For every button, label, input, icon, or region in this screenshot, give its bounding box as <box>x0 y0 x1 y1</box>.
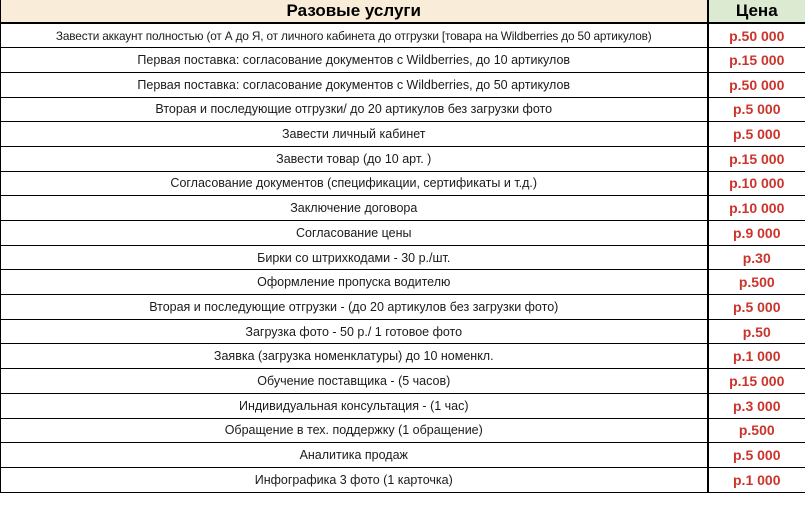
table-row <box>1 72 805 97</box>
service-cell: Инфографика 3 фото (1 карточка) <box>1 467 708 492</box>
price-cell: р.50 000 <box>708 72 805 97</box>
table-row <box>1 369 805 394</box>
price-cell: р.15 000 <box>708 369 805 394</box>
table-row <box>1 418 805 443</box>
price-cell: р.50 000 <box>708 23 805 48</box>
table-row <box>1 443 805 468</box>
service-cell: Завести личный кабинет <box>1 122 708 147</box>
price-cell: р.9 000 <box>708 221 805 246</box>
service-cell: Первая поставка: согласование документов с Wildberries, до 50 артикулов <box>1 72 708 97</box>
service-cell: Оформление пропуска водителю <box>1 270 708 295</box>
service-cell: Аналитика продаж <box>1 443 708 468</box>
price-cell: р.3 000 <box>708 393 805 418</box>
price-cell: р.10 000 <box>708 171 805 196</box>
service-cell: Бирки со штрихкодами - 30 р./шт. <box>1 245 708 270</box>
table-body <box>1 23 805 492</box>
service-cell: Первая поставка: согласование документов с Wildberries, до 10 артикулов <box>1 48 708 73</box>
table-row <box>1 393 805 418</box>
service-cell: Заявка (загрузка номенклатуры) до 10 номенкл. <box>1 344 708 369</box>
price-cell: р.5 000 <box>708 295 805 320</box>
service-cell: Загрузка фото - 50 р./ 1 готовое фото <box>1 319 708 344</box>
service-cell: Заключение договора <box>1 196 708 221</box>
price-header: Цена <box>708 0 805 23</box>
price-cell: р.500 <box>708 418 805 443</box>
table-row <box>1 344 805 369</box>
service-cell: Согласование документов (спецификации, сертификаты и т.д.) <box>1 171 708 196</box>
table-row <box>1 171 805 196</box>
table-header <box>1 0 805 23</box>
table-row <box>1 23 805 48</box>
price-cell: р.10 000 <box>708 196 805 221</box>
table-row <box>1 295 805 320</box>
price-cell: р.1 000 <box>708 467 805 492</box>
table-row <box>1 146 805 171</box>
service-cell: Согласование цены <box>1 221 708 246</box>
table-row <box>1 319 805 344</box>
price-cell: р.15 000 <box>708 48 805 73</box>
table-row <box>1 270 805 295</box>
header-row <box>1 0 805 23</box>
service-cell: Обращение в тех. поддержку (1 обращение) <box>1 418 708 443</box>
price-cell: р.1 000 <box>708 344 805 369</box>
service-cell: Обучение поставщика - (5 часов) <box>1 369 708 394</box>
service-cell: Завести аккаунт полностью (от А до Я, от личного кабинета до отгрузки [товара на Wildberries до 50 артикулов) <box>1 23 708 48</box>
services-header: Разовые услуги <box>1 0 708 23</box>
price-cell: р.5 000 <box>708 443 805 468</box>
table-row <box>1 97 805 122</box>
service-cell: Вторая и последующие отгрузки - (до 20 артикулов без загрузки фото) <box>1 295 708 320</box>
table-row <box>1 221 805 246</box>
table-row <box>1 48 805 73</box>
table-row <box>1 245 805 270</box>
price-cell: р.50 <box>708 319 805 344</box>
table-row <box>1 196 805 221</box>
price-cell: р.5 000 <box>708 97 805 122</box>
table-row <box>1 122 805 147</box>
price-cell: р.5 000 <box>708 122 805 147</box>
service-cell: Индивидуальная консультация - (1 час) <box>1 393 708 418</box>
price-cell: р.500 <box>708 270 805 295</box>
price-cell: р.15 000 <box>708 146 805 171</box>
service-cell: Вторая и последующие отгрузки/ до 20 артикулов без загрузки фото <box>1 97 708 122</box>
table-row <box>1 467 805 492</box>
price-cell: р.30 <box>708 245 805 270</box>
service-cell: Завести товар (до 10 арт. ) <box>1 146 708 171</box>
